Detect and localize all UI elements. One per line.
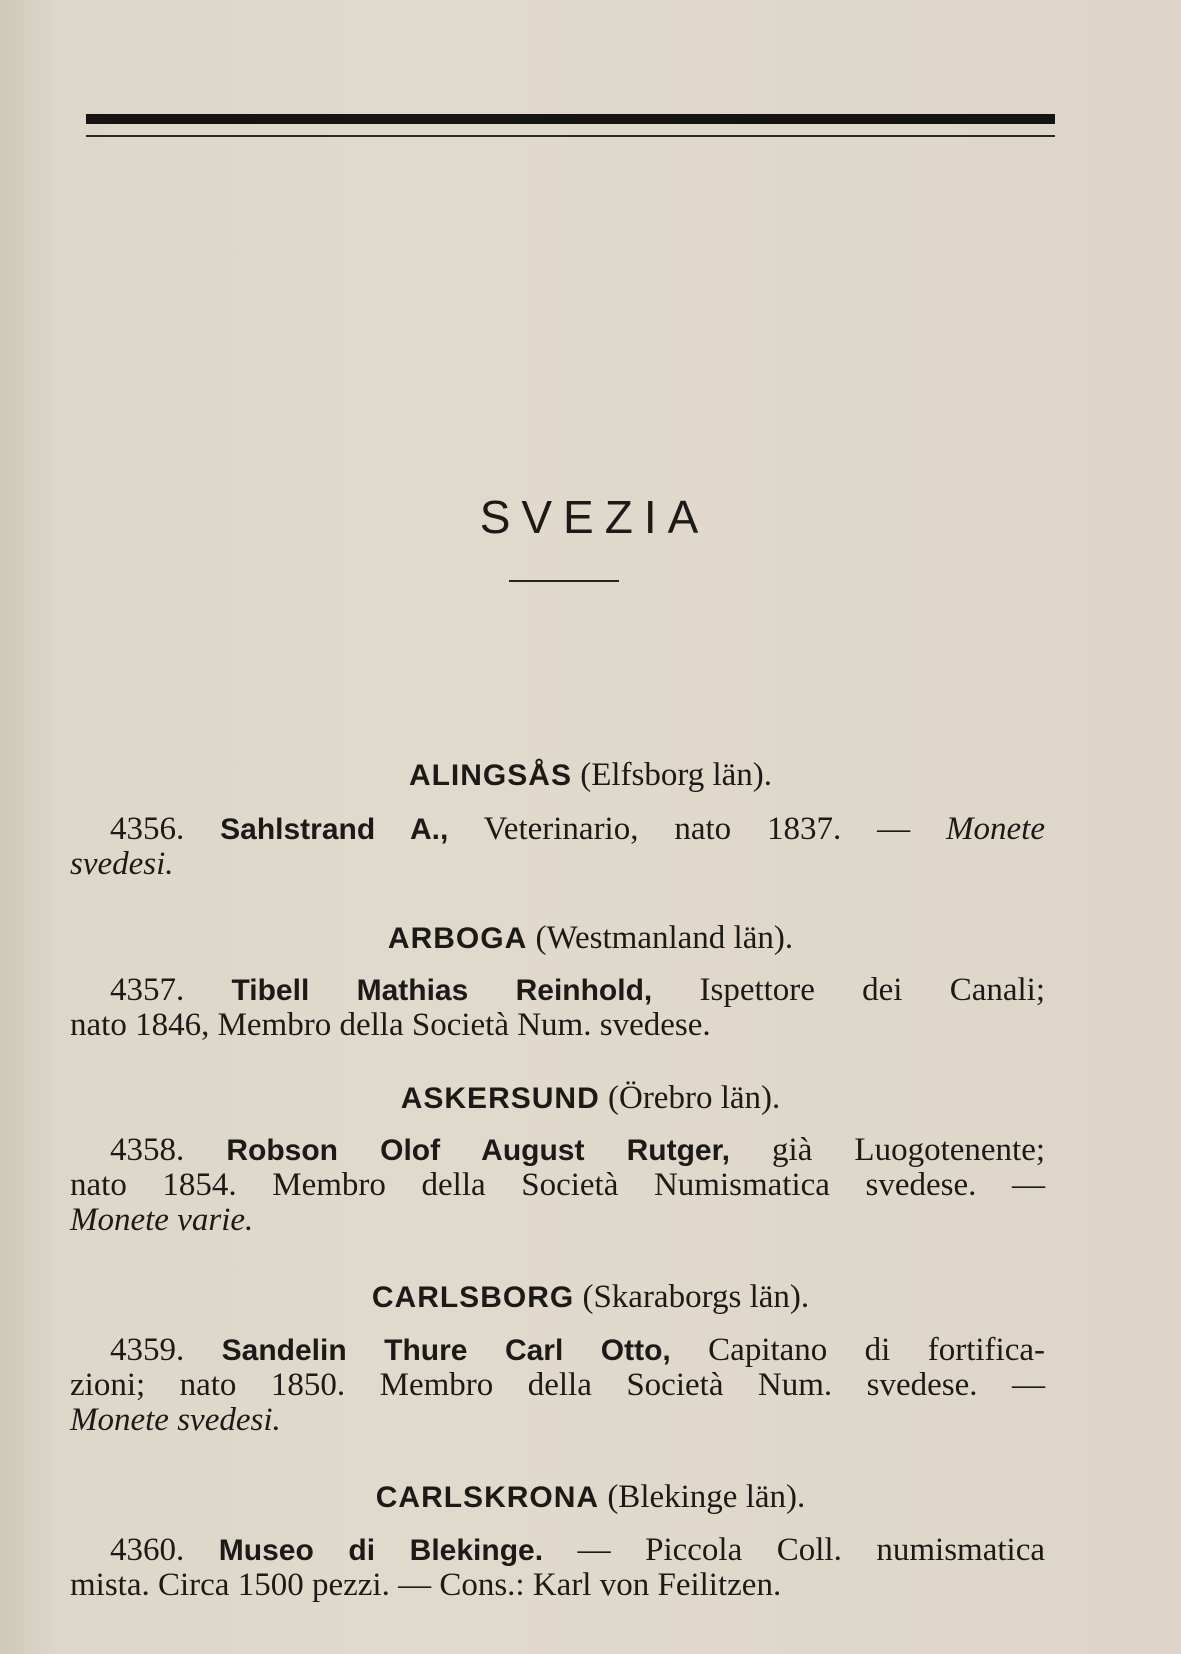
header-rule-thin: [86, 135, 1055, 137]
section-heading-askersund: [0, 1078, 1181, 1119]
title-underline: [509, 580, 619, 582]
entry-text: zioni; nato 1850. Membro della Società Num. svedese. —: [70, 1367, 1045, 1403]
place-name: ARBOGA: [387, 922, 528, 955]
entry-4359: [70, 1333, 1045, 1438]
entry-text: nato 1846, Membro della Società Num. svedese.: [70, 1007, 711, 1043]
page-title: SVEZIA: [479, 491, 710, 543]
entry-text: mista. Circa 1500 pezzi. — Cons.: Karl von Feilitzen.: [70, 1567, 782, 1603]
entry-line: [70, 1403, 1045, 1438]
entry-text: — Piccola Coll. numismatica: [577, 1532, 1046, 1568]
entry-number: 4360.: [110, 1532, 185, 1568]
entry-text: già Luogotenente;: [772, 1132, 1046, 1168]
entry-line: [70, 847, 1045, 882]
entry-line: [70, 1568, 1045, 1603]
entry-name: Tibell Mathias Reinhold,: [231, 974, 653, 1007]
section-heading-alingsas: [0, 755, 1181, 796]
entry-4360: [70, 1533, 1045, 1603]
entry-line: [70, 973, 1045, 1008]
place-name: CARLSKRONA: [375, 1481, 600, 1514]
section-heading-carlskrona: [0, 1477, 1181, 1518]
entry-text: Capitano di fortifica-: [708, 1332, 1045, 1368]
entry-text: Ispettore dei Canali;: [699, 972, 1046, 1008]
entry-line: [70, 1333, 1045, 1368]
region-name: (Skaraborgs län).: [582, 1279, 810, 1315]
entry-line: [70, 1168, 1045, 1203]
entry-line: [70, 1008, 1045, 1043]
entry-collection: Monete varie.: [70, 1202, 254, 1238]
entry-name: Museo di Blekinge.: [218, 1534, 544, 1567]
entry-4358: [70, 1133, 1045, 1238]
entry-line: [70, 1203, 1045, 1238]
place-name: ASKERSUND: [400, 1082, 600, 1115]
entry-name: Sandelin Thure Carl Otto,: [221, 1334, 671, 1367]
entry-collection: svedesi.: [70, 846, 174, 882]
region-name: (Elfsborg län).: [580, 757, 773, 793]
entry-collection: Monete svedesi.: [70, 1402, 281, 1438]
region-name: (Örebro län).: [608, 1080, 781, 1116]
entry-line: [70, 1533, 1045, 1568]
entry-number: 4356.: [110, 811, 185, 847]
entry-number: 4359.: [110, 1332, 185, 1368]
section-heading-carlsborg: [0, 1277, 1181, 1318]
entry-number: 4358.: [110, 1132, 185, 1168]
entry-number: 4357.: [110, 972, 185, 1008]
place-name: CARLSBORG: [371, 1281, 575, 1314]
entry-text: nato 1854. Membro della Società Numismatica svedese. —: [70, 1167, 1045, 1203]
region-name: (Westmanland län).: [535, 920, 794, 956]
entry-line: [70, 1133, 1045, 1168]
entry-text: Veterinario, nato 1837. —: [483, 811, 911, 847]
region-name: (Blekinge län).: [607, 1479, 806, 1515]
entry-4356: [70, 812, 1045, 882]
header-rule-thick: [86, 114, 1055, 124]
entry-name: Robson Olof August Rutger,: [226, 1134, 730, 1167]
entry-line: [70, 812, 1045, 847]
section-heading-arboga: [0, 918, 1181, 959]
entry-name: Sahlstrand A.,: [220, 813, 449, 846]
place-name: ALINGSÅS: [408, 759, 572, 792]
entry-4357: [70, 973, 1045, 1043]
entry-collection: Monete: [946, 811, 1045, 847]
entry-line: [70, 1368, 1045, 1403]
